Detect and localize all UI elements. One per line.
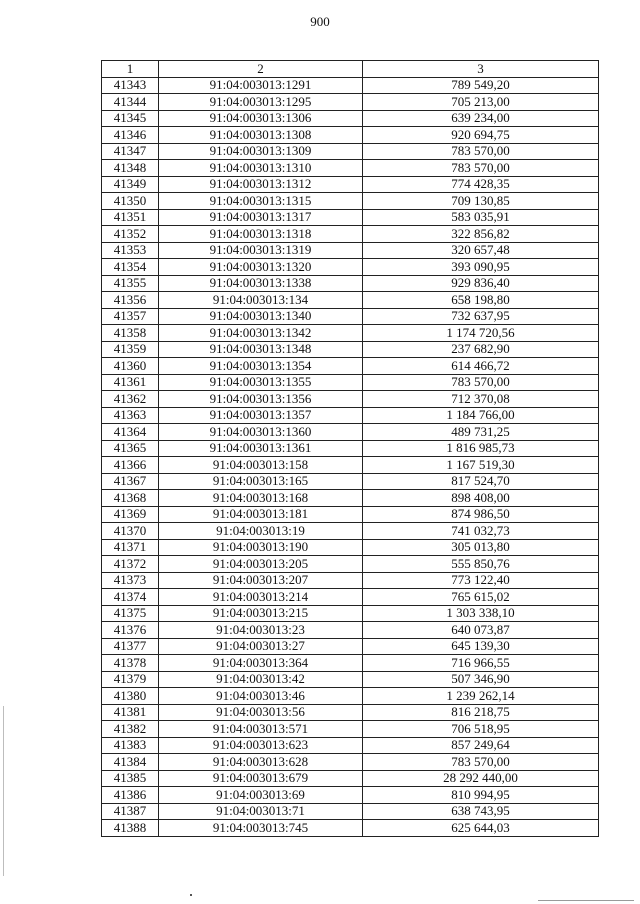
value-cell: 658 198,80	[363, 292, 599, 309]
value-cell: 639 234,00	[363, 110, 599, 127]
value-cell: 706 518,95	[363, 721, 599, 738]
value-cell: 1 239 262,14	[363, 688, 599, 705]
value-cell: 898 408,00	[363, 490, 599, 507]
value-cell: 1 167 519,30	[363, 457, 599, 474]
cadastral-number-cell: 91:04:003013:19	[159, 523, 363, 540]
row-number-cell: 41347	[102, 143, 159, 160]
row-number-cell: 41370	[102, 523, 159, 540]
table-row	[102, 803, 599, 820]
table-row	[102, 622, 599, 639]
value-cell: 783 570,00	[363, 374, 599, 391]
value-cell: 783 570,00	[363, 160, 599, 177]
row-number-cell: 41348	[102, 160, 159, 177]
value-cell: 712 370,08	[363, 391, 599, 408]
cadastral-number-cell: 91:04:003013:1320	[159, 259, 363, 276]
table-row	[102, 176, 599, 193]
cadastral-number-cell: 91:04:003013:42	[159, 671, 363, 688]
row-number-cell: 41356	[102, 292, 159, 309]
value-cell: 874 986,50	[363, 506, 599, 523]
cadastral-number-cell: 91:04:003013:1354	[159, 358, 363, 375]
cadastral-number-cell: 91:04:003013:69	[159, 787, 363, 804]
row-number-cell: 41361	[102, 374, 159, 391]
cadastral-number-cell: 91:04:003013:1315	[159, 193, 363, 210]
table-row	[102, 292, 599, 309]
value-cell: 1 174 720,56	[363, 325, 599, 342]
scan-bottom-rule	[538, 900, 634, 901]
table-row	[102, 523, 599, 540]
table-row	[102, 655, 599, 672]
scan-margin-line	[3, 706, 4, 876]
row-number-cell: 41368	[102, 490, 159, 507]
cadastral-number-cell: 91:04:003013:168	[159, 490, 363, 507]
table-row	[102, 754, 599, 771]
value-cell: 773 122,40	[363, 572, 599, 589]
table-row	[102, 539, 599, 556]
cadastral-number-cell: 91:04:003013:214	[159, 589, 363, 606]
row-number-cell: 41359	[102, 341, 159, 358]
cadastral-number-cell: 91:04:003013:27	[159, 638, 363, 655]
row-number-cell: 41369	[102, 506, 159, 523]
row-number-cell: 41352	[102, 226, 159, 243]
table-row	[102, 374, 599, 391]
cadastral-number-cell: 91:04:003013:1308	[159, 127, 363, 144]
cadastral-number-cell: 91:04:003013:1342	[159, 325, 363, 342]
cadastral-number-cell: 91:04:003013:1340	[159, 308, 363, 325]
value-cell: 555 850,76	[363, 556, 599, 573]
row-number-cell: 41371	[102, 539, 159, 556]
table-row	[102, 473, 599, 490]
table-row	[102, 704, 599, 721]
table-row	[102, 242, 599, 259]
cadastral-number-cell: 91:04:003013:1306	[159, 110, 363, 127]
value-cell: 237 682,90	[363, 341, 599, 358]
table-row	[102, 325, 599, 342]
value-cell: 765 615,02	[363, 589, 599, 606]
value-cell: 645 139,30	[363, 638, 599, 655]
cadastral-number-cell: 91:04:003013:364	[159, 655, 363, 672]
row-number-cell: 41343	[102, 77, 159, 94]
cadastral-number-cell: 91:04:003013:745	[159, 820, 363, 837]
value-cell: 783 570,00	[363, 143, 599, 160]
table-row	[102, 820, 599, 837]
value-cell: 810 994,95	[363, 787, 599, 804]
cadastral-number-cell: 91:04:003013:1356	[159, 391, 363, 408]
value-cell: 393 090,95	[363, 259, 599, 276]
row-number-cell: 41377	[102, 638, 159, 655]
cadastral-number-cell: 91:04:003013:1348	[159, 341, 363, 358]
row-number-cell: 41344	[102, 94, 159, 111]
value-cell: 614 466,72	[363, 358, 599, 375]
cadastral-number-cell: 91:04:003013:1291	[159, 77, 363, 94]
table-row	[102, 638, 599, 655]
cadastral-number-cell: 91:04:003013:215	[159, 605, 363, 622]
row-number-cell: 41384	[102, 754, 159, 771]
row-number-cell: 41386	[102, 787, 159, 804]
cadastral-number-cell: 91:04:003013:1319	[159, 242, 363, 259]
row-number-cell: 41376	[102, 622, 159, 639]
table-row	[102, 737, 599, 754]
row-number-cell: 41358	[102, 325, 159, 342]
table-row	[102, 275, 599, 292]
table-row	[102, 341, 599, 358]
row-number-cell: 41366	[102, 457, 159, 474]
row-number-cell: 41365	[102, 440, 159, 457]
row-number-cell: 41375	[102, 605, 159, 622]
row-number-cell: 41355	[102, 275, 159, 292]
table-row	[102, 572, 599, 589]
table-row	[102, 407, 599, 424]
table-row	[102, 457, 599, 474]
column-header-2: 2	[159, 61, 363, 78]
cadastral-number-cell: 91:04:003013:205	[159, 556, 363, 573]
table-row	[102, 160, 599, 177]
row-number-cell: 41350	[102, 193, 159, 210]
value-cell: 789 549,20	[363, 77, 599, 94]
cadastral-number-cell: 91:04:003013:1309	[159, 143, 363, 160]
row-number-cell: 41388	[102, 820, 159, 837]
table-row	[102, 490, 599, 507]
row-number-cell: 41362	[102, 391, 159, 408]
cadastral-number-cell: 91:04:003013:56	[159, 704, 363, 721]
row-number-cell: 41346	[102, 127, 159, 144]
table-row	[102, 193, 599, 210]
table-row	[102, 127, 599, 144]
page-number: 900	[310, 14, 330, 29]
cadastral-number-cell: 91:04:003013:571	[159, 721, 363, 738]
column-header-3: 3	[363, 61, 599, 78]
table-row	[102, 556, 599, 573]
value-cell: 625 644,03	[363, 820, 599, 837]
table-row	[102, 589, 599, 606]
cadastral-number-cell: 91:04:003013:207	[159, 572, 363, 589]
table-row	[102, 259, 599, 276]
table-row	[102, 94, 599, 111]
value-cell: 705 213,00	[363, 94, 599, 111]
cadastral-number-cell: 91:04:003013:1310	[159, 160, 363, 177]
table-row	[102, 506, 599, 523]
table-row	[102, 226, 599, 243]
value-cell: 507 346,90	[363, 671, 599, 688]
table-row	[102, 308, 599, 325]
row-number-cell: 41381	[102, 704, 159, 721]
value-cell: 929 836,40	[363, 275, 599, 292]
cadastral-number-cell: 91:04:003013:71	[159, 803, 363, 820]
value-cell: 305 013,80	[363, 539, 599, 556]
row-number-cell: 41364	[102, 424, 159, 441]
row-number-cell: 41363	[102, 407, 159, 424]
row-number-cell: 41385	[102, 770, 159, 787]
table-row	[102, 77, 599, 94]
row-number-cell: 41379	[102, 671, 159, 688]
value-cell: 857 249,64	[363, 737, 599, 754]
row-number-cell: 41367	[102, 473, 159, 490]
cadastral-number-cell: 91:04:003013:1318	[159, 226, 363, 243]
row-number-cell: 41357	[102, 308, 159, 325]
row-number-cell: 41378	[102, 655, 159, 672]
table-row	[102, 424, 599, 441]
table-header-row	[102, 61, 599, 78]
cadastral-number-cell: 91:04:003013:190	[159, 539, 363, 556]
scan-speck	[190, 894, 192, 896]
cadastral-number-cell: 91:04:003013:1360	[159, 424, 363, 441]
cadastral-number-cell: 91:04:003013:181	[159, 506, 363, 523]
cadastral-number-cell: 91:04:003013:1361	[159, 440, 363, 457]
cadastral-number-cell: 91:04:003013:134	[159, 292, 363, 309]
table-row	[102, 770, 599, 787]
table-row	[102, 209, 599, 226]
cadastral-number-cell: 91:04:003013:1357	[159, 407, 363, 424]
cadastral-number-cell: 91:04:003013:1355	[159, 374, 363, 391]
cadastral-number-cell: 91:04:003013:165	[159, 473, 363, 490]
value-cell: 320 657,48	[363, 242, 599, 259]
cadastral-number-cell: 91:04:003013:1317	[159, 209, 363, 226]
value-cell: 774 428,35	[363, 176, 599, 193]
table-row	[102, 391, 599, 408]
row-number-cell: 41360	[102, 358, 159, 375]
cadastral-number-cell: 91:04:003013:628	[159, 754, 363, 771]
table-row	[102, 440, 599, 457]
cadastral-number-cell: 91:04:003013:1295	[159, 94, 363, 111]
value-cell: 1 816 985,73	[363, 440, 599, 457]
value-cell: 817 524,70	[363, 473, 599, 490]
value-cell: 1 184 766,00	[363, 407, 599, 424]
row-number-cell: 41383	[102, 737, 159, 754]
cadastral-number-cell: 91:04:003013:23	[159, 622, 363, 639]
value-cell: 28 292 440,00	[363, 770, 599, 787]
value-cell: 638 743,95	[363, 803, 599, 820]
table-row	[102, 605, 599, 622]
row-number-cell: 41380	[102, 688, 159, 705]
row-number-cell: 41354	[102, 259, 159, 276]
row-number-cell: 41345	[102, 110, 159, 127]
value-cell: 489 731,25	[363, 424, 599, 441]
cadastral-number-cell: 91:04:003013:158	[159, 457, 363, 474]
row-number-cell: 41374	[102, 589, 159, 606]
registry-table	[101, 60, 599, 837]
row-number-cell: 41351	[102, 209, 159, 226]
table-body	[102, 77, 599, 836]
row-number-cell: 41373	[102, 572, 159, 589]
value-cell: 1 303 338,10	[363, 605, 599, 622]
value-cell: 816 218,75	[363, 704, 599, 721]
column-header-1: 1	[102, 61, 159, 78]
value-cell: 783 570,00	[363, 754, 599, 771]
cadastral-number-cell: 91:04:003013:679	[159, 770, 363, 787]
value-cell: 920 694,75	[363, 127, 599, 144]
row-number-cell: 41349	[102, 176, 159, 193]
table-row	[102, 358, 599, 375]
row-number-cell: 41372	[102, 556, 159, 573]
cadastral-number-cell: 91:04:003013:1338	[159, 275, 363, 292]
table-row	[102, 143, 599, 160]
row-number-cell: 41382	[102, 721, 159, 738]
table-row	[102, 721, 599, 738]
row-number-cell: 41387	[102, 803, 159, 820]
table-row	[102, 671, 599, 688]
cadastral-number-cell: 91:04:003013:46	[159, 688, 363, 705]
value-cell: 583 035,91	[363, 209, 599, 226]
value-cell: 709 130,85	[363, 193, 599, 210]
table-row	[102, 787, 599, 804]
cadastral-number-cell: 91:04:003013:1312	[159, 176, 363, 193]
table-row	[102, 110, 599, 127]
value-cell: 322 856,82	[363, 226, 599, 243]
value-cell: 640 073,87	[363, 622, 599, 639]
value-cell: 732 637,95	[363, 308, 599, 325]
cadastral-number-cell: 91:04:003013:623	[159, 737, 363, 754]
value-cell: 741 032,73	[363, 523, 599, 540]
value-cell: 716 966,55	[363, 655, 599, 672]
row-number-cell: 41353	[102, 242, 159, 259]
table-row	[102, 688, 599, 705]
